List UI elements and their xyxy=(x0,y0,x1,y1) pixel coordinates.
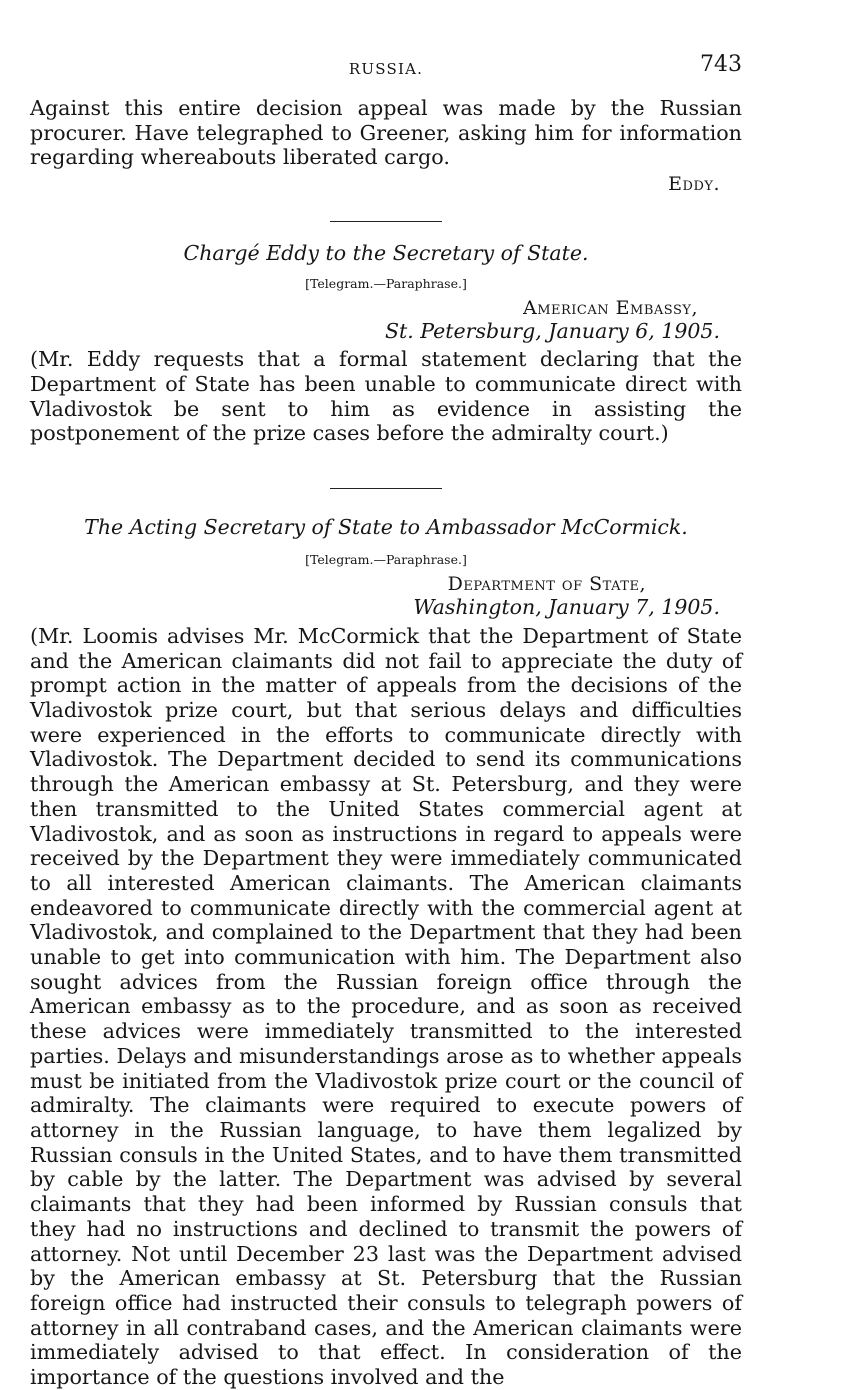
doc2-body: (Mr. Loomis advises Mr. McCormick that the Department of State and the American claimants did not fail to appreciate the duty of prompt action in the matter of appeals from the decisions of the Vladivostok prize court, but that serious delays and difficulties were experienced in the efforts to communicate directly with Vladivostok. The Department decided to send its communications through the American embassy at St. Petersburg, and they were then transmitted to the United States commercial agent at Vladivostok, and as soon as instructions in regard to appeals were received by the Department they were immediately communicated to all interested American claimants. The American claimants endeavored to communicate directly with the commercial agent at Vladivostok, and complained to the Department that they had been unable to get into communication with him. The Department also sought advices from the Russian foreign office through the American embassy as to the procedure, and as soon as received these advices were immediately transmitted to the interested parties. Delays and misunderstandings arose as to whether appeals must be initiated from the Vladivostok prize court or the council of admiralty. The claimants were required to execute powers of attorney in the Russian language, to have them legalized by Russian consuls in the United States, and to have them transmitted by cable by the latter. The Department was advised by several claimants that they had been informed by Russian consuls that they had no instructions and declined to transmit the powers of attorney. Not until December 23 last was the Department advised by the American embassy at St. Petersburg that the Russian foreign office had instructed their consuls to telegraph powers of attorney in all contraband cases, and the American claimants were immediately advised to that effect. In consideration of the importance of the questions involved and the xyxy=(30,623,742,1390)
opening-paragraph: Against this entire decision appeal was made by the Russian procurer. Have telegraphed to Greener, asking him for information regarding whereabouts liberated cargo. xyxy=(30,96,742,170)
doc2-heading: The Acting Secretary of State to Ambassador McCormick. xyxy=(84,514,688,539)
doc2-dateline: Washington, January 7, 1905. xyxy=(413,594,720,619)
doc1-heading: Chargé Eddy to the Secretary of State. xyxy=(183,241,589,266)
doc1-telegram-note: [Telegram.—Paraphrase.] xyxy=(305,276,467,292)
doc1-body: (Mr. Eddy requests that a formal statement declaring that the Department of State has been unable to communicate direct with Vladivostok be sent to him as evidence in assisting the postponement of the prize cases before the admiralty court.) xyxy=(30,347,742,446)
doc2-sender: Department of State, xyxy=(447,572,646,595)
running-title: RUSSIA. xyxy=(348,60,424,78)
document-page xyxy=(30,52,742,1390)
section-divider xyxy=(330,221,442,222)
doc2-telegram-note: [Telegram.—Paraphrase.] xyxy=(305,551,467,567)
doc1-sender: American Embassy, xyxy=(522,297,698,320)
section-divider xyxy=(330,488,442,489)
running-header xyxy=(30,52,742,86)
opening-signature: Eddy. xyxy=(668,173,720,196)
page-number: 743 xyxy=(700,52,742,77)
doc1-dateline: St. Petersburg, January 6, 1905. xyxy=(384,319,720,344)
